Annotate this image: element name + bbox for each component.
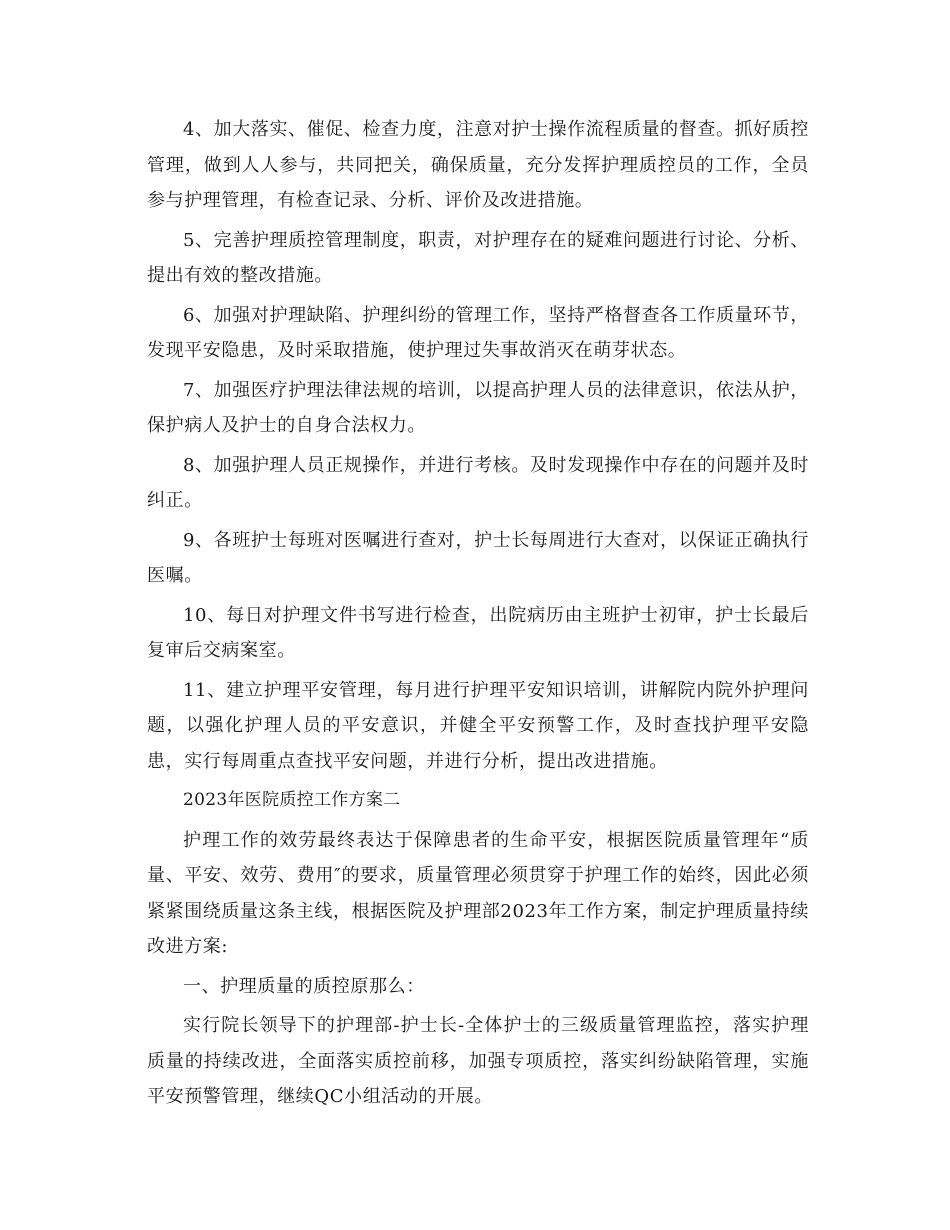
paragraph-item-9: 9、各班护士每班对医嘱进行查对，护士长每周进行大查对，以保证正确执行医嘱。 (147, 529, 809, 586)
intro-paragraph: 护理工作的效劳最终表达于保障患者的生命平安，根据医院质量管理年“质量、平安、效劳、费用″的要求，质量管理必须贯穿于护理工作的始终，因此必须紧紧围绕质量这条主线，根据医院及护理部2023年工作方案，制定护理质量持续改进方案: (147, 829, 810, 957)
paragraph-item-7: 7、加强医疗护理法律法规的培训，以提高护理人员的法律意识，依法从护，保护病人及护士的自身合法权力。 (147, 379, 809, 436)
paragraph-item-5: 5、完善护理质控管理制度，职责，对护理存在的疑难问题进行讨论、分析、提出有效的整改措施。 (147, 229, 809, 286)
body-paragraph: 实行院长领导下的护理部-护士长-全体护士的三级质量管理监控，落实护理质量的持续改进，全面落实质控前移，加强专项质控，落实纠纷缺陷管理，实施平安预警管理，继续QC小组活动的开展。 (147, 1015, 809, 1107)
paragraph-item-6: 6、加强对护理缺陷、护理纠纷的管理工作，坚持严格督查各工作质量环节，发现平安隐患，及时采取措施，使护理过失事故消灭在萌芽状态。 (147, 304, 809, 361)
paragraph-item-4: 4、加大落实、催促、检查力度，注意对护士操作流程质量的督查。抓好质控管理，做到人人参与，共同把关，确保质量，充分发挥护理质控员的工作，全员参与护理管理，有检查记录、分析、评价及改进措施。 (147, 119, 809, 211)
section-title: 2023年医院质控工作方案二 (183, 790, 401, 810)
paragraph-item-8: 8、加强护理人员正规操作，并进行考核。及时发现操作中存在的问题并及时纠正。 (147, 454, 809, 511)
paragraph-item-11: 11、建立护理平安管理，每月进行护理平安知识培训，讲解院内院外护理问题，以强化护理人员的平安意识，并健全平安预警工作，及时查找护理平安隐患，实行每周重点查找平安问题，并进行分析，提出改进措施。 (147, 679, 809, 772)
subheading: 一、护理质量的质控原那么： (183, 975, 425, 997)
paragraph-item-10: 10、每日对护理文件书写进行检查，出院病历由主班护士初审，护士长最后复审后交病案室。 (147, 604, 809, 661)
